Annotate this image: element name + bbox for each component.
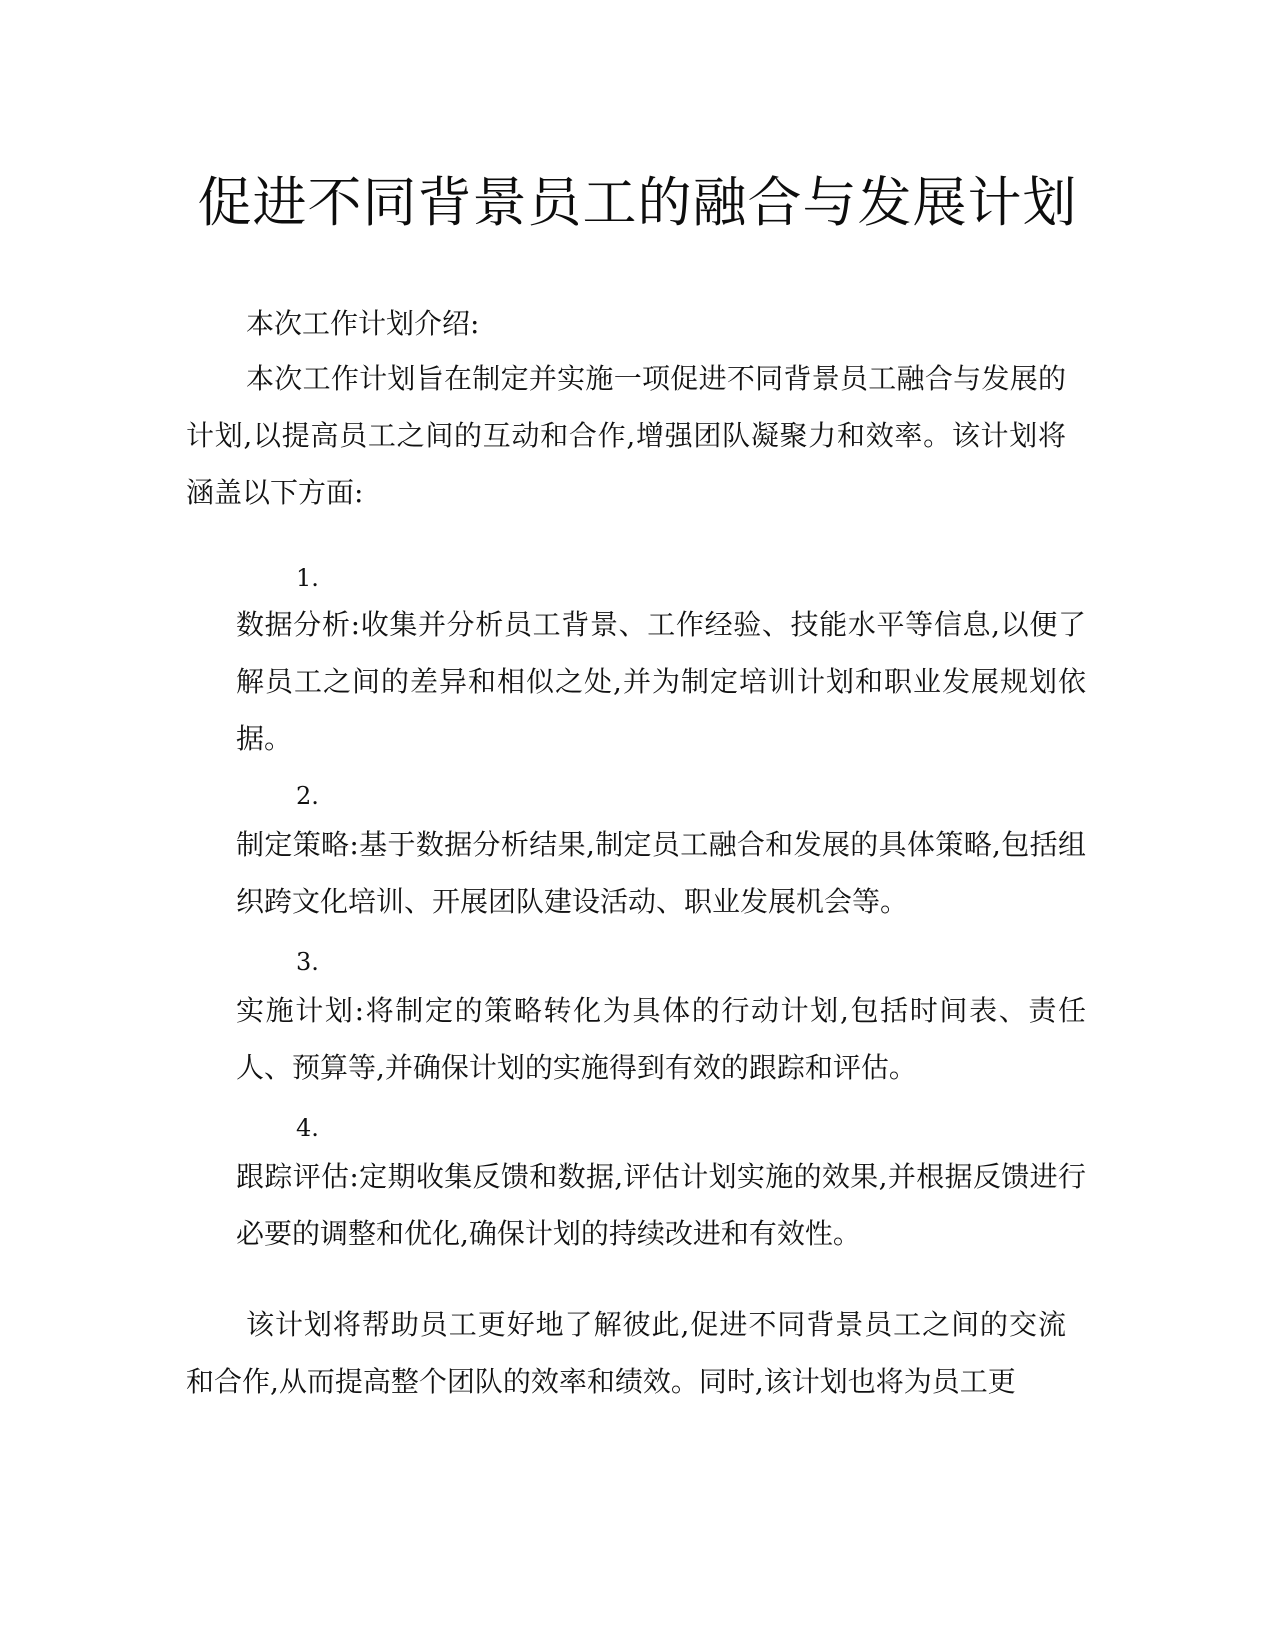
list-item-text: 跟踪评估:定期收集反馈和数据,评估计划实施的效果,并根据反馈进行必要的调整和优化,确保计划的持续改进和有效性。 xyxy=(236,1160,1086,1250)
list-item-number: 2. xyxy=(296,782,319,810)
list-item-text: 制定策略:基于数据分析结果,制定员工融合和发展的具体策略,包括组织跨文化培训、开展团队建设活动、职业发展机会等。 xyxy=(236,828,1086,918)
intro-paragraph: 本次工作计划旨在制定并实施一项促进不同背景员工融合与发展的计划,以提高员工之间的互动和合作,增强团队凝聚力和效率。该计划将涵盖以下方面: xyxy=(186,362,1066,509)
intro-heading: 本次工作计划介绍: xyxy=(246,307,480,340)
list-item-text: 数据分析:收集并分析员工背景、工作经验、技能水平等信息,以便了解员工之间的差异和相似之处,并为制定培训计划和职业发展规划依据。 xyxy=(236,608,1086,755)
list-item-text: 实施计划:将制定的策略转化为具体的行动计划,包括时间表、责任人、预算等,并确保计划的实施得到有效的跟踪和评估。 xyxy=(236,994,1086,1084)
list-item-number: 4. xyxy=(296,1114,319,1142)
closing-paragraph: 该计划将帮助员工更好地了解彼此,促进不同背景员工之间的交流和合作,从而提高整个团队的效率和绩效。同时,该计划也将为员工更 xyxy=(186,1308,1066,1398)
list-item-number: 3. xyxy=(296,948,319,976)
list-item-number: 1. xyxy=(296,564,319,592)
document-title: 促进不同背景员工的融合与发展计划 xyxy=(197,171,1078,234)
